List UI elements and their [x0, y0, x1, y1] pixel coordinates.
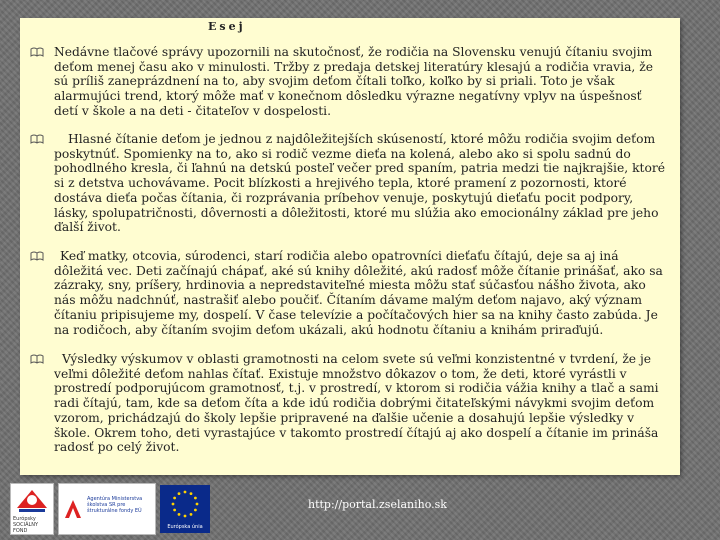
- slide-title: Esej: [208, 20, 246, 33]
- paragraph-3: [30, 249, 666, 337]
- eu-stars-icon: [160, 485, 210, 523]
- paragraph-text: Hlasné čítanie deťom je jednou z najdôležitejších skúseností, ktoré môžu rodičia svojim deťom poskytnúť. Spomienky na to, ako si rodič vezme dieťa na kolená, alebo ako si spolu sadnú do pohodlného kresla, či ľahnú na detskú posteľ večer pred spaním, patria medzi tie najkrajšie, ktoré si z detstva uchovávame. Pocit blízkosti a hrejivého tepla, ktoré pramení z pozornosti, ktoré dostáva dieťa počas čítania, či rozprávania príbehov venuje, poskytujú dieťaťu pocit podpory, lásky, spolupatričnosti, dôvernosti a dôležitosti, ktoré mu slúžia ako emocionálny základ pre jeho ďalší život.: [54, 132, 666, 235]
- book-icon: [30, 46, 44, 58]
- book-icon: [30, 250, 44, 262]
- esf-emblem-icon: [11, 484, 53, 514]
- footer: [0, 475, 720, 540]
- esf-logo-text: Európsky SOCIÁLNY FOND: [13, 516, 39, 534]
- agency-logo-text: Agentúra Ministerstva školstva SR pre štrukturálne fondy EÚ: [87, 496, 143, 514]
- paragraph-text: Keď matky, otcovia, súrodenci, starí rodičia alebo opatrovníci dieťaťu čítajú, deje sa aj iná dôležitá vec. Deti začínajú chápať, aké sú knihy dôležité, akú radosť môže čítanie prinášať, ako sa zázraky, sny, príšery, hrdinovia a nepredstaviteľné miesta môžu stať súčasťou nášho života, ako nás môžu nadchnúť, nastrašiť alebo poučiť. Čítaním dávame malým deťom najavo, aký význam čítaniu pripisujeme my, dospelí. V čase televízie a počítačových hier sa na knihy často zabúda. Je na rodičoch, aby čítaním svojim deťom ukázali, akú hodnotu čítaniu a knihám priraďujú.: [54, 249, 663, 337]
- book-icon: [30, 353, 44, 365]
- portal-url[interactable]: http://portal.zselaniho.sk: [308, 498, 447, 511]
- agency-emblem-icon: [63, 498, 83, 520]
- book-icon: [30, 133, 44, 145]
- eu-logo-text: Európska únia: [167, 524, 203, 530]
- paragraph-text: Výsledky výskumov v oblasti gramotnosti na celom svete sú veľmi konzistentné v tvrdení, že je veľmi dôležité deťom nahlas čítať. Existuje množstvo dôkazov o tom, že deti, ktoré vyrástli v prostredí podporujúcom gramotnosť, t.j. v prostredí, v ktorom si rodičia vážia knihy a tlač a sami radi čítajú, tam, kde sa deťom číta a kde idú rodičia dobrými čitateľskými návykmi svojim deťom vzorom, prichádzajú do školy lepšie pripravené na ďalšie učenie a dosahujú lepšie výsledky v škole. Okrem toho, deti vyrastajúce v takomto prostredí čítajú aj ako dospelí a čítanie im prináša radosť po celý život.: [54, 352, 659, 455]
- paragraph-text: Nedávne tlačové správy upozornili na skutočnosť, že rodičia na Slovensku venujú čítaniu svojim deťom menej času ako v minulosti. Tržby z predaja detskej literatúry klesajú a rodičia vravia, že sú príliš zaneprázdnení na to, aby svojim deťom čítali toľko, koľko by si priali. Toto je však alarmujúci trend, ktorý môže mať v konečnom dôsledku výrazne negatívny vplyv na úspešnosť detí v škole a na deti - čitateľov v dospelosti.: [54, 45, 653, 118]
- paragraph-1: [30, 45, 666, 119]
- esf-logo: [10, 483, 54, 535]
- agency-logo: [58, 483, 156, 535]
- paragraph-4: [30, 352, 666, 455]
- paragraph-2: [30, 132, 666, 235]
- slide-content: [20, 18, 680, 475]
- eu-flag-logo: [160, 485, 210, 533]
